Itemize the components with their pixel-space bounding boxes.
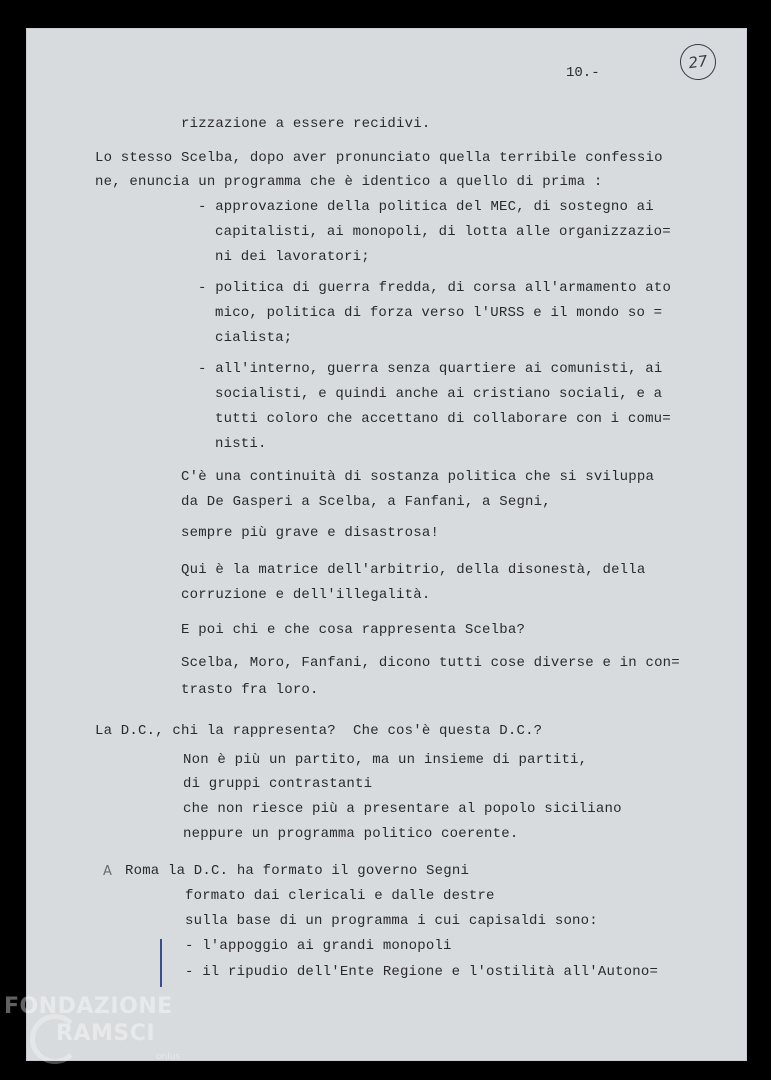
- text-line: Qui è la matrice dell'arbitrio, della disonestà, della: [181, 562, 646, 578]
- text-line: rizzazione a essere recidivi.: [181, 116, 431, 132]
- text-line: - all'interno, guerra senza quartiere ai comunisti, ai: [198, 361, 663, 377]
- text-line: nisti.: [215, 436, 267, 452]
- text-line: da De Gasperi a Scelba, a Fanfani, a Segni,: [181, 494, 551, 510]
- text-line: di gruppi contrastanti: [183, 776, 373, 792]
- text-line: C'è una continuità di sostanza politica che si sviluppa: [181, 469, 655, 485]
- text-line: formato dai clericali e dalle destre: [185, 888, 495, 904]
- text-line: sulla base di un programma i cui capisaldi sono:: [185, 913, 598, 929]
- text-line: socialisti, e quindi anche ai cristiano sociali, e a: [215, 386, 663, 402]
- text-line: ni dei lavoratori;: [215, 249, 370, 265]
- text-line: mico, politica di forza verso l'URSS e il mondo so =: [215, 305, 663, 321]
- text-line: La D.C., chi la rappresenta? Che cos'è questa D.C.?: [95, 723, 543, 739]
- text-line: - l'appoggio ai grandi monopoli: [185, 938, 452, 954]
- text-line: capitalisti, ai monopoli, di lotta alle organizzazio=: [215, 224, 671, 240]
- text-line: corruzione e dell'illegalità.: [181, 587, 431, 603]
- text-line: tutti coloro che accettano di collaborare con i comu=: [215, 411, 671, 427]
- watermark-line2: RAMSCI: [56, 1021, 156, 1046]
- text-line: neppure un programma politico coerente.: [183, 826, 519, 842]
- text-line: - il ripudio dell'Ente Regione e l'ostilità all'Autono=: [185, 964, 659, 980]
- text-line: sempre più grave e disastrosa!: [181, 525, 440, 541]
- text-line: Lo stesso Scelba, dopo aver pronunciato quella terribile confessio: [95, 150, 663, 166]
- text-line: cialista;: [215, 330, 293, 346]
- text-line: - approvazione della politica del MEC, di sostegno ai: [198, 199, 654, 215]
- text-line: che non riesce più a presentare al popolo siciliano: [183, 801, 622, 817]
- text-line: Non è più un partito, ma un insieme di partiti,: [183, 752, 588, 768]
- text-line: Roma la D.C. ha formato il governo Segni: [125, 863, 470, 879]
- page-number: 10.-: [566, 65, 600, 81]
- text-line: ne, enuncia un programma che è identico a quello di prima :: [95, 174, 603, 190]
- text-line: Scelba, Moro, Fanfani, dicono tutti cose diverse e in con=: [181, 655, 680, 671]
- text-line: trasto fra loro.: [181, 682, 319, 698]
- circled-page-number: 27: [678, 42, 719, 83]
- watermark-line1: FONDAZIONE: [4, 994, 173, 1019]
- watermark-line3: onlus: [156, 1052, 181, 1062]
- text-line: - politica di guerra fredda, di corsa all'armamento ato: [198, 280, 672, 296]
- margin-mark: A: [103, 864, 112, 879]
- margin-bar: [160, 939, 162, 987]
- text-line: E poi chi e che cosa rappresenta Scelba?: [181, 622, 526, 638]
